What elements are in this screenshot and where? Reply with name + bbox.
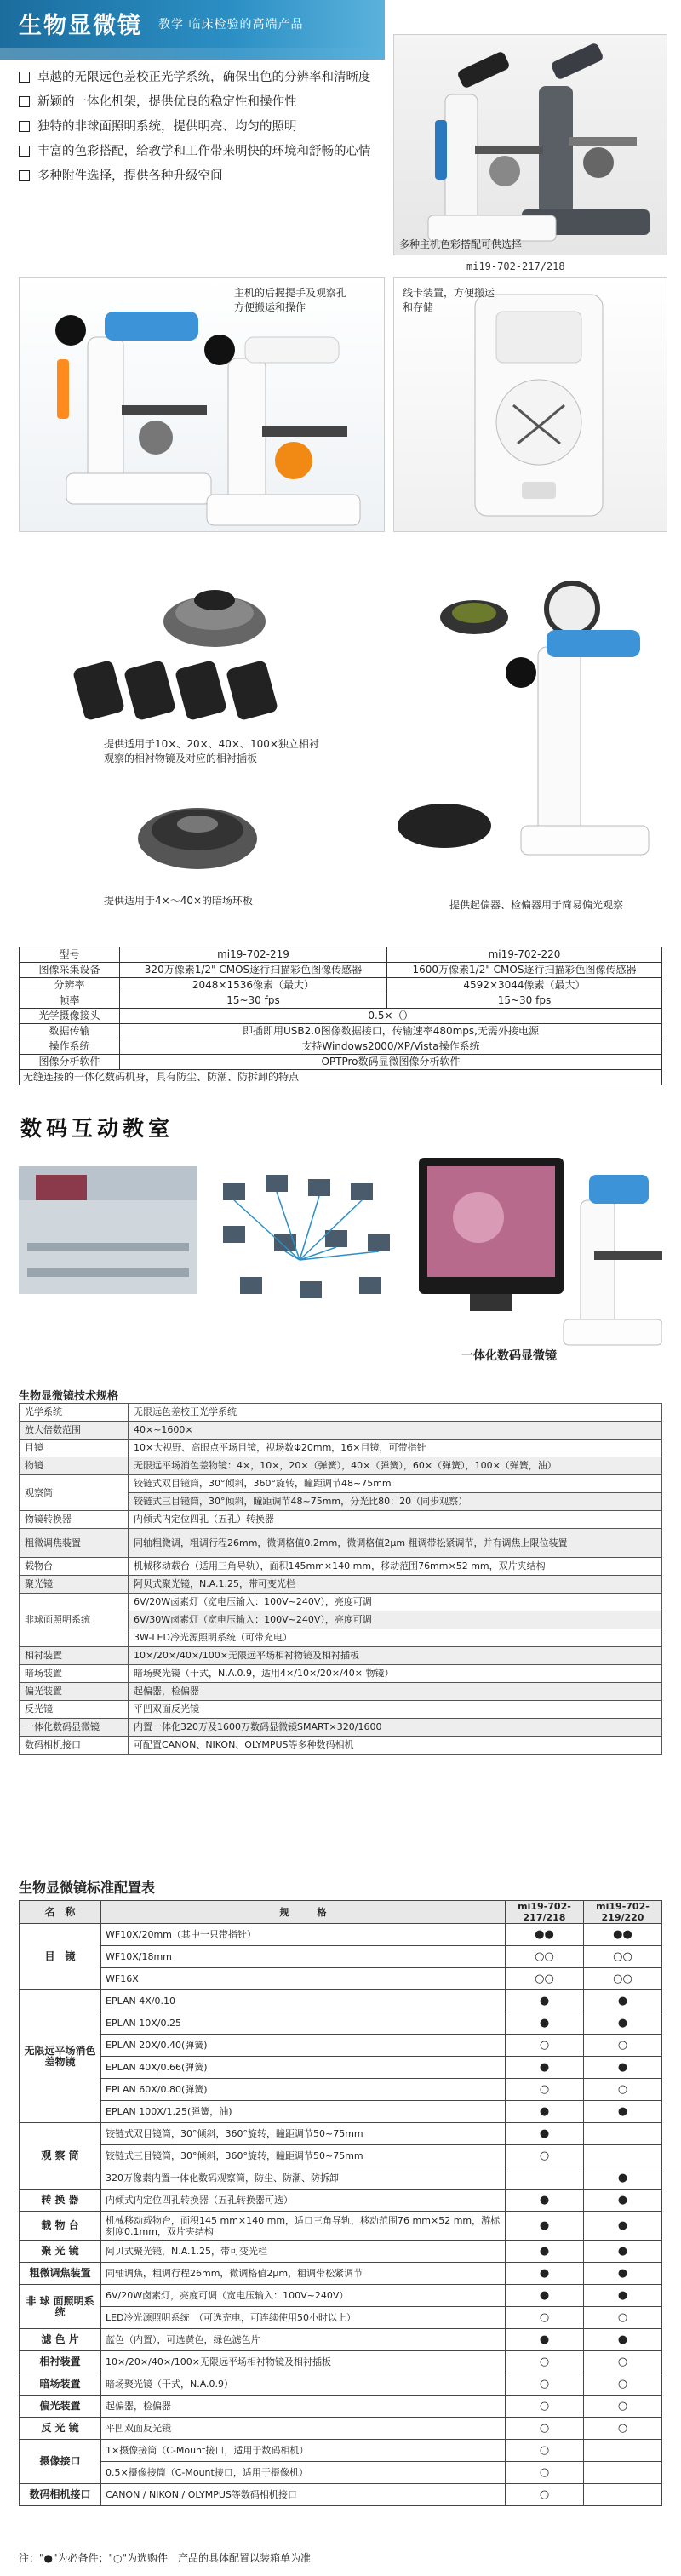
table-row: 滤 色 片 蓝色（内置），可选黄色，绿色滤色片 ● ● bbox=[20, 2329, 662, 2351]
table-row: 320万像素内置一体化数码观察筒，防尘、防潮、防拆卸 ● bbox=[20, 2167, 662, 2190]
config-table-title: 生物显微镜标准配置表 bbox=[19, 1880, 156, 1896]
microscope-pair-photo bbox=[19, 277, 385, 532]
classroom-caption: 一体化数码显微镜 bbox=[461, 1349, 557, 1363]
checkbox-icon bbox=[19, 170, 30, 181]
table-row: 偏光装置 起偏器，检偏器 bbox=[20, 1683, 662, 1701]
feature-item: 卓越的无限远色差校正光学系统，确保出色的分辨率和清晰度 bbox=[19, 68, 385, 87]
banner-wave bbox=[0, 48, 385, 60]
table-row: EPLAN 60X/0.80(弹簧) ○ ○ bbox=[20, 2079, 662, 2101]
digital-classroom bbox=[19, 1107, 662, 1362]
table-row: 反 光 镜 平凹双面反光镜 ○ ○ bbox=[20, 2418, 662, 2440]
table-row: 分辨率 2048×1536像素（最大） 4592×3044像素（最大） bbox=[20, 978, 662, 993]
polarizer-caption: 提供起偏器、检偏器用于简易偏光观察 bbox=[449, 899, 624, 911]
table-row: 目 镜 WF10X/20mm（其中一只带指针） ●● ●● bbox=[20, 1924, 662, 1946]
table-header-row: 名 称 规 格 mi19-702-217/218 mi19-702-219/220 bbox=[20, 1901, 662, 1924]
phase-contrast-caption: 提供适用于10×、20×、40×、100×独立相衬观察的相衬物镜及对应的相衬插板 bbox=[104, 738, 319, 764]
table-row: EPLAN 40X/0.66(弹簧) ● ● bbox=[20, 2057, 662, 2079]
table-row: 6V/30W卤素灯（宽电压输入：100V~240V），亮度可调 bbox=[20, 1611, 662, 1629]
table-row: EPLAN 20X/0.40(弹簧) ○ ○ bbox=[20, 2035, 662, 2057]
table-row: 相衬装置 10×/20×/40×/100×无限远平场相衬物镜及相衬插板 ○ ○ bbox=[20, 2351, 662, 2373]
polarizer-icon bbox=[393, 553, 667, 919]
page-title: 生物显微镜 bbox=[19, 13, 142, 39]
table-row: 载物台 机械移动载台（适用三角导轨），面积145mm×140 mm，移动范围76mm×52 mm，双片夹结构 bbox=[20, 1558, 662, 1576]
handle-caption: 主机的后握提手及观察孔方便搬运和操作 bbox=[234, 287, 347, 313]
table-row: LED冷光源照明系统 （可选充电，可连续使用50小时以上） ○ ○ bbox=[20, 2307, 662, 2329]
table-row: 铰链式三目镜筒，30°倾斜，360°旋转，瞳距调节50~75mm ○ bbox=[20, 2145, 662, 2167]
table-row: WF10X/18mm ○○ ○○ bbox=[20, 1946, 662, 1968]
phase-contrast-icon bbox=[19, 553, 385, 919]
table-row: EPLAN 100X/1.25(弹簧，油) ● ● bbox=[20, 2101, 662, 2123]
feature-item: 新颖的一体化机架，提供优良的稳定性和操作性 bbox=[19, 93, 385, 112]
table-row: 一体化数码显微镜 内置一体化320万及1600万数码显微镜SMART×320/1600 bbox=[20, 1719, 662, 1737]
page-subtitle: 教学 临床检验的高端产品 bbox=[158, 18, 304, 31]
accessories-right bbox=[393, 553, 667, 919]
microscope-icon bbox=[20, 278, 385, 532]
table-row: 物镜转换器 内倾式内定位四孔（五孔）转换器 bbox=[20, 1511, 662, 1529]
table-row: 操作系统 支持Windows2000/XP/Vista操作系统 bbox=[20, 1039, 662, 1055]
checkbox-icon bbox=[19, 121, 30, 132]
feature-item: 多种附件选择，提供各种升级空间 bbox=[19, 167, 385, 186]
table-row: 无缝连接的一体化数码机身，具有防尘、防潮、防拆卸的特点 bbox=[20, 1070, 662, 1085]
table-row: 偏光装置 起偏器，检偏器 ○ ○ bbox=[20, 2396, 662, 2418]
table-row: 0.5×摄像接筒（C-Mount接口，适用于摄像机） ○ bbox=[20, 2462, 662, 2484]
table-row: 非 球 面照明系统 6V/20W卤素灯，亮度可调（宽电压输入：100V~240V） ● ● bbox=[20, 2285, 662, 2307]
table-row: 无限远平场消色差物镜 EPLAN 4X/0.10 ● ● bbox=[20, 1990, 662, 2012]
table-row: 相衬装置 10×/20×/40×/100×无限远平场相衬物镜及相衬插板 bbox=[20, 1647, 662, 1665]
table-row: 数据传输 即插即用USB2.0图像数据接口，传输速率480mps,无需外接电源 bbox=[20, 1024, 662, 1039]
table-row: 光学摄像接头 0.5×（） bbox=[20, 1009, 662, 1024]
table-row: 粗微调焦装置 同轴调焦，粗调行程26mm，微调格值2μm，粗调带松紧调节 ● ● bbox=[20, 2263, 662, 2285]
table-row: 图像分析软件 OPTPro数码显微图像分析软件 bbox=[20, 1055, 662, 1070]
darkfield-caption: 提供适用于4×～40×的暗场环板 bbox=[104, 895, 254, 907]
tech-spec-table bbox=[19, 1403, 662, 1755]
checkbox-icon bbox=[19, 72, 30, 83]
digital-spec-table bbox=[19, 947, 662, 1085]
table-row: 观察筒 铰链式双目镜筒，30°倾斜，360°旋转，瞳距调节48~75mm bbox=[20, 1475, 662, 1493]
cord-holder-icon bbox=[394, 278, 667, 532]
table-row: 聚 光 镜 阿贝式聚光镜，N.A.1.25，带可变光栏 ● ● bbox=[20, 2241, 662, 2263]
table-row: 放大倍数范围 40×~1600× bbox=[20, 1422, 662, 1440]
table-row: 载 物 台 机械移动载物台，面积145 mm×140 mm，适口三角导轨，移动范围76 mm×52 mm，游标刻度0.1mm，双片夹结构 ● ● bbox=[20, 2212, 662, 2241]
table-row: 暗场装置 暗场聚光镜（干式，N.A.0.9） ○ ○ bbox=[20, 2373, 662, 2396]
tech-spec-title: 生物显微镜技术规格 bbox=[19, 1390, 119, 1403]
feature-item: 独特的非球面照明系统，提供明亮、均匀的照明 bbox=[19, 117, 385, 136]
table-row: 反光镜 平凹双面反光镜 bbox=[20, 1701, 662, 1719]
table-row: 暗场装置 暗场聚光镜（干式，N.A.0.9，适用4×/10×/20×/40× 物镜） bbox=[20, 1665, 662, 1683]
microscope-icon bbox=[394, 35, 667, 255]
cord-holder-caption: 线卡装置，方便搬运和存储 bbox=[403, 287, 495, 313]
table-row: 帧率 15~30 fps 15~30 fps bbox=[20, 993, 662, 1009]
table-row: 图像采集设备 320万像素1/2" CMOS逐行扫描彩色图像传感器 1600万像素1/2" CMOS逐行扫描彩色图像传感器 bbox=[20, 963, 662, 978]
table-row: WF16X ○○ ○○ bbox=[20, 1968, 662, 1990]
feature-item: 丰富的色彩搭配，给教学和工作带来明快的环境和舒畅的心情 bbox=[19, 142, 385, 161]
table-row: 摄像接口 1×摄像接筒（C-Mount接口，适用于数码相机） ○ bbox=[20, 2440, 662, 2462]
checkbox-icon bbox=[19, 146, 30, 157]
checkbox-icon bbox=[19, 96, 30, 107]
table-row: 聚光镜 阿贝式聚光镜，N.A.1.25，带可变光栏 bbox=[20, 1576, 662, 1594]
table-row: 数码相机接口 CANON / NIKON / OLYMPUS等数码相机接口 ○ bbox=[20, 2484, 662, 2506]
microscope-color-photo bbox=[393, 34, 667, 255]
table-row: 转 换 器 内倾式内定位四孔转换器（五孔转换器可选） ● ● bbox=[20, 2190, 662, 2212]
table-row: 物镜 无限远平场消色差物镜：4×，10×，20×（弹簧），40×（弹簧），60×（弹簧），100×（弹簧，油） bbox=[20, 1457, 662, 1475]
accessories-left bbox=[19, 553, 385, 919]
table-row: 粗微调焦装置 同轴粗微调，粗调行程26mm，微调格值0.2mm，微调格值2μm 粗调带松紧调节，并有调焦上限位装置 bbox=[20, 1529, 662, 1558]
table-row: 3W-LED冷光源照明系统（可带充电） bbox=[20, 1629, 662, 1647]
table-row: 铰链式三目镜筒，30°倾斜，瞳距调节48~75mm，分光比80：20（同步观察） bbox=[20, 1493, 662, 1511]
title-banner bbox=[0, 0, 385, 60]
table-row: 型号 mi19-702-219 mi19-702-220 bbox=[20, 947, 662, 963]
model-number-label: mi19-702-217/218 bbox=[466, 260, 565, 272]
classroom-title: 数码互动教室 bbox=[20, 1116, 175, 1141]
color-options-caption: 多种主机色彩搭配可供选择 bbox=[399, 238, 523, 250]
feature-list bbox=[19, 68, 385, 192]
classroom-network-icon bbox=[19, 1149, 662, 1354]
table-row: 非球面照明系统 6V/20W卤素灯（宽电压输入：100V~240V），亮度可调 bbox=[20, 1594, 662, 1611]
footnote: 注："●"为必备件；"○"为选购件 产品的具体配置以装箱单为准 bbox=[19, 2552, 312, 2564]
table-row: 观 察 筒 铰链式双目镜筒，30°倾斜，360°旋转，瞳距调节50~75mm ● bbox=[20, 2123, 662, 2145]
config-table bbox=[19, 1900, 662, 2506]
table-row: EPLAN 10X/0.25 ● ● bbox=[20, 2012, 662, 2035]
table-row: 目镜 10×大视野、高眼点平场目镜，视场数Φ20mm，16×目镜，可带指针 bbox=[20, 1440, 662, 1457]
microscope-back-photo bbox=[393, 277, 667, 532]
table-row: 数码相机接口 可配置CANON、NIKON、OLYMPUS等多种数码相机 bbox=[20, 1737, 662, 1755]
table-row: 光学系统 无限远色差校正光学系统 bbox=[20, 1404, 662, 1422]
